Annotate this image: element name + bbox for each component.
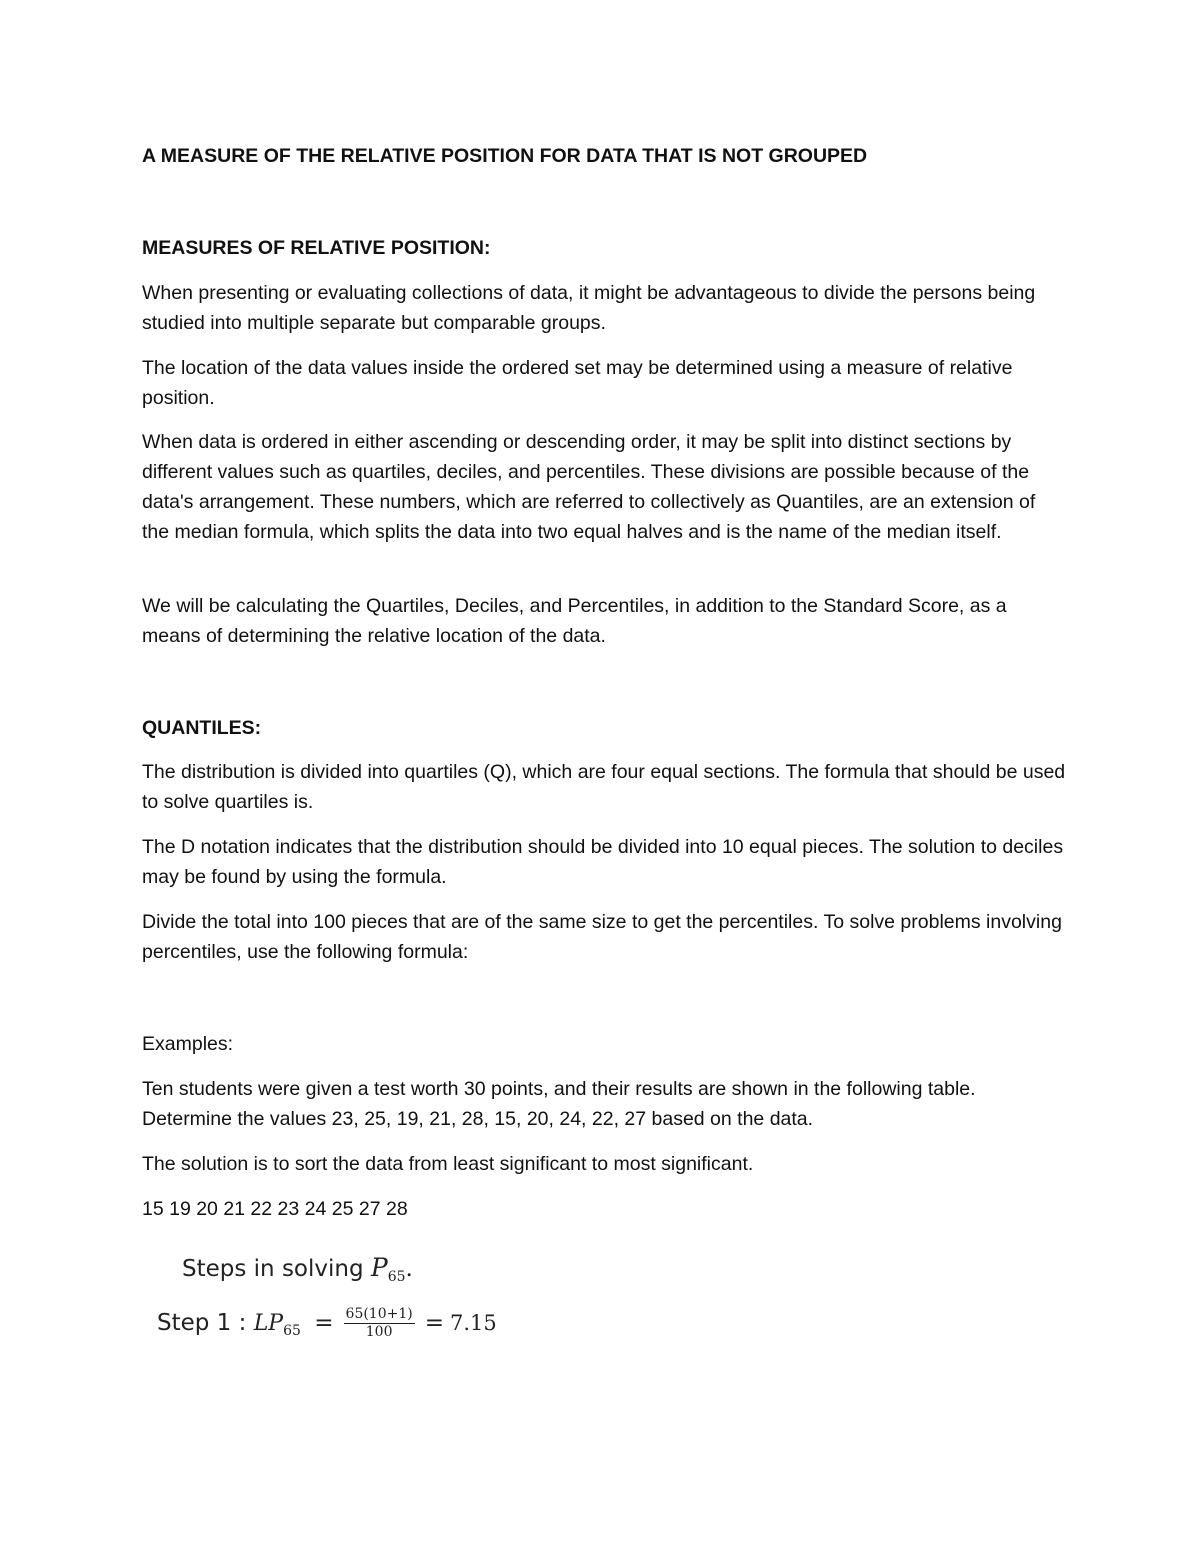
examples-heading: Examples:	[142, 1033, 234, 1055]
formula-fraction	[344, 1306, 415, 1341]
paragraph-quantiles-2: The D notation indicates that the distribution should be divided into 10 equal pieces. The solution to deciles may be found by using the formula.	[142, 836, 1064, 888]
paragraph-measures-3: When data is ordered in either ascending or descending order, it may be split into distinct sections by different values such as quartiles, deciles, and percentiles. These divisions are possible because of the data's arrangement. These numbers, which are referred to collectively as Quantiles, are an extension of the median formula, which splits the data into two equal halves and is the name of the median itself.	[142, 431, 1036, 543]
paragraph-measures-4: We will be calculating the Quartiles, Deciles, and Percentiles, in addition to the Standard Score, as a means of determining the relative location of the data.	[142, 595, 1007, 647]
formula-steps-suffix: .	[405, 1256, 413, 1282]
formula-p-symbol: P	[370, 1253, 388, 1282]
paragraph-quantiles-1: The distribution is divided into quartiles (Q), which are four equal sections. The formula that should be used to solve quartiles is.	[142, 761, 1066, 813]
formula-p-subscript: 65	[387, 1269, 406, 1285]
formula-result: 7.15	[450, 1311, 497, 1335]
document-title: A MEASURE OF THE RELATIVE POSITION FOR DATA THAT IS NOT GROUPED	[142, 145, 868, 167]
paragraph-examples-1: Ten students were given a test worth 30 points, and their results are shown in the following table. Determine the values 23, 25, 19, 21, 28, 15, 20, 24, 22, 27 based on the data.	[142, 1078, 976, 1130]
formula-equals-1: =	[314, 1310, 334, 1336]
paragraph-quantiles-3: Divide the total into 100 pieces that are of the same size to get the percentiles. To solve problems involving percentiles, use the following formula:	[142, 911, 1062, 963]
paragraph-examples-2: The solution is to sort the data from least significant to most significant.	[142, 1153, 754, 1175]
section-heading-measures: MEASURES OF RELATIVE POSITION:	[142, 237, 491, 259]
formula-numerator: 65(10+1)	[345, 1306, 413, 1322]
paragraph-measures-2: The location of the data values inside the ordered set may be determined using a measure of relative position.	[142, 357, 1013, 409]
formula-equals-2: =	[424, 1310, 445, 1336]
formula-denominator: 100	[365, 1324, 393, 1340]
formula-lp-subscript: 65	[283, 1323, 301, 1339]
section-heading-quantiles: QUANTILES:	[142, 717, 262, 739]
paragraph-measures-1: When presenting or evaluating collections of data, it might be advantageous to divide the persons being studied into multiple separate but comparable groups.	[142, 282, 1036, 334]
formula-lp-symbol: LP	[253, 1311, 284, 1336]
sorted-data: 15 19 20 21 22 23 24 25 27 28	[142, 1198, 408, 1220]
formula-step1-label: Step 1 :	[157, 1310, 254, 1336]
formula-steps-line	[182, 1253, 413, 1285]
formula-step1-line	[157, 1306, 497, 1341]
formula-steps-prefix: Steps in solving	[182, 1256, 371, 1282]
